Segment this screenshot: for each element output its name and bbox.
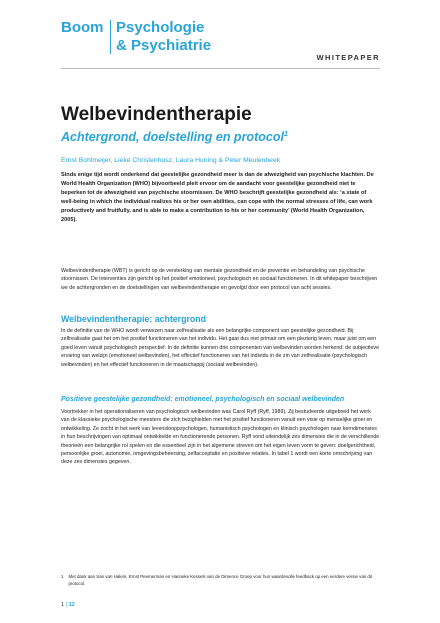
footnote-text: Met dank aan San van Halem, Ernst Peemerman en Hanneke Kessels van de Dimence Groep voor hun waardevolle feedback op een eerdere versie van dit protocol.	[68, 574, 373, 586]
footnote	[61, 574, 380, 587]
author-list: Ernst Bohlmeijer, Lieke Christenhusz, Laura Huning & Peter Meulenbeek	[61, 157, 281, 164]
section-heading-background: Welbevindentherapie: achtergrond	[61, 314, 207, 324]
subsection-wellbeing-paragraph: Voortrekker in het operationaliseren van psychologisch welbevinden was Carol Ryff (Ryff, 1989). Zij bestudeerde uitgebreid het werk van de klassieke psychologische meesters die zich bezighielden met het positief functioneren vanuit een visie op menselijke groei en ontwikkeling. Ze zocht in het werk van levenslooppsychologen, humanistisch psychologen en klinisch psychologen naar kerndimensies in hun beschrijvingen van optimaal ontwikkelde en functionerende personen. Ryff vond uiteindelijk zes dimensies die in de verschillende theorieën een belangrijke rol spelen en die essentieel zijn in het algemene streven om het eigen leven vorm te geven: doelgerichtheid, persoonlijke groei, autonomie, omgevingsbeheersing, zelfacceptatie en positieve relaties. In tabel 1 wordt een korte omschrijving van deze zes dimensies gegeven.	[61, 409, 380, 466]
subtitle-footnote-mark: 1	[283, 130, 288, 138]
page-subtitle	[61, 130, 288, 144]
logo-boom: Boom	[61, 19, 104, 36]
logo-line-1: Psychologie	[116, 19, 205, 36]
page-number	[61, 602, 75, 608]
page-number-total: 12	[68, 602, 75, 608]
subsection-heading-wellbeing: Positieve geestelijke gezondheid: emotioneel, psychologisch en sociaal welbevinden	[61, 396, 345, 403]
section-background-paragraph: In de definitie van de WHO wordt verwezen naar zelfrealisatie als een belangrijke component van geestelijke gezondheid. Bij zelfrealisatie gaat het om het positief functioneren van het individu. Het gaat dus niet primair om een plezierig leven, maar juist om een goed leven vanuit psychologisch perspectief. In de definitie kunnen drie componenten van welbevinden worden herkend: de subjectieve ervaring van welzijn (emotioneel welbevinden), het effectief functioneren van het individu in de zin van zelfrealisatie (psychologisch welbevinden) en het effectief functioneren in de maatschappij (sociaal welbevinden).	[61, 328, 380, 368]
logo-divider	[110, 20, 111, 54]
document-type-label: WHITEPAPER	[316, 53, 380, 62]
page-number-separator: |	[65, 602, 68, 608]
lead-paragraph: Sinds enige tijd wordt onderkend dat geestelijke gezondheid meer is dan de afwezigheid van psychische klachten. De World Health Organization (WHO) bijvoorbeeld pleit ervoor om de aandacht voor geestelijke gezondheid niet te beperken tot de afwezigheid van psychische stoornissen. De WHO beschrijft geestelijke gezondheid als: ‘a state of well-being in which the individual realizes his or her own abilities, can cope with the normal stresses of life, can work productively and fruitfully, and is able to make a contribution to his or her community’ (World Health Organization, 2005).	[61, 172, 374, 224]
intro-paragraph: Welbevindentherapie (WBT) is gericht op de versterking van mentale gezondheid en de preventie en behandeling van psychische stoornissen. De interventies zijn gericht op het positief emotioneel, psychologisch en sociaal functioneren. In dit whitepaper beschrijven we de achtergronden en de doelstellingen van welbevindentherapie en gevolgd door een protocol van acht sessies.	[61, 268, 378, 291]
subtitle-text: Achtergrond, doelstelling en protocol	[61, 130, 284, 144]
logo-line-2: & Psychiatrie	[116, 37, 212, 54]
footnote-number: 1	[61, 574, 64, 579]
header-divider	[61, 68, 380, 69]
page-title: Welbevindentherapie	[61, 104, 252, 125]
page-number-current: 1	[61, 602, 65, 608]
